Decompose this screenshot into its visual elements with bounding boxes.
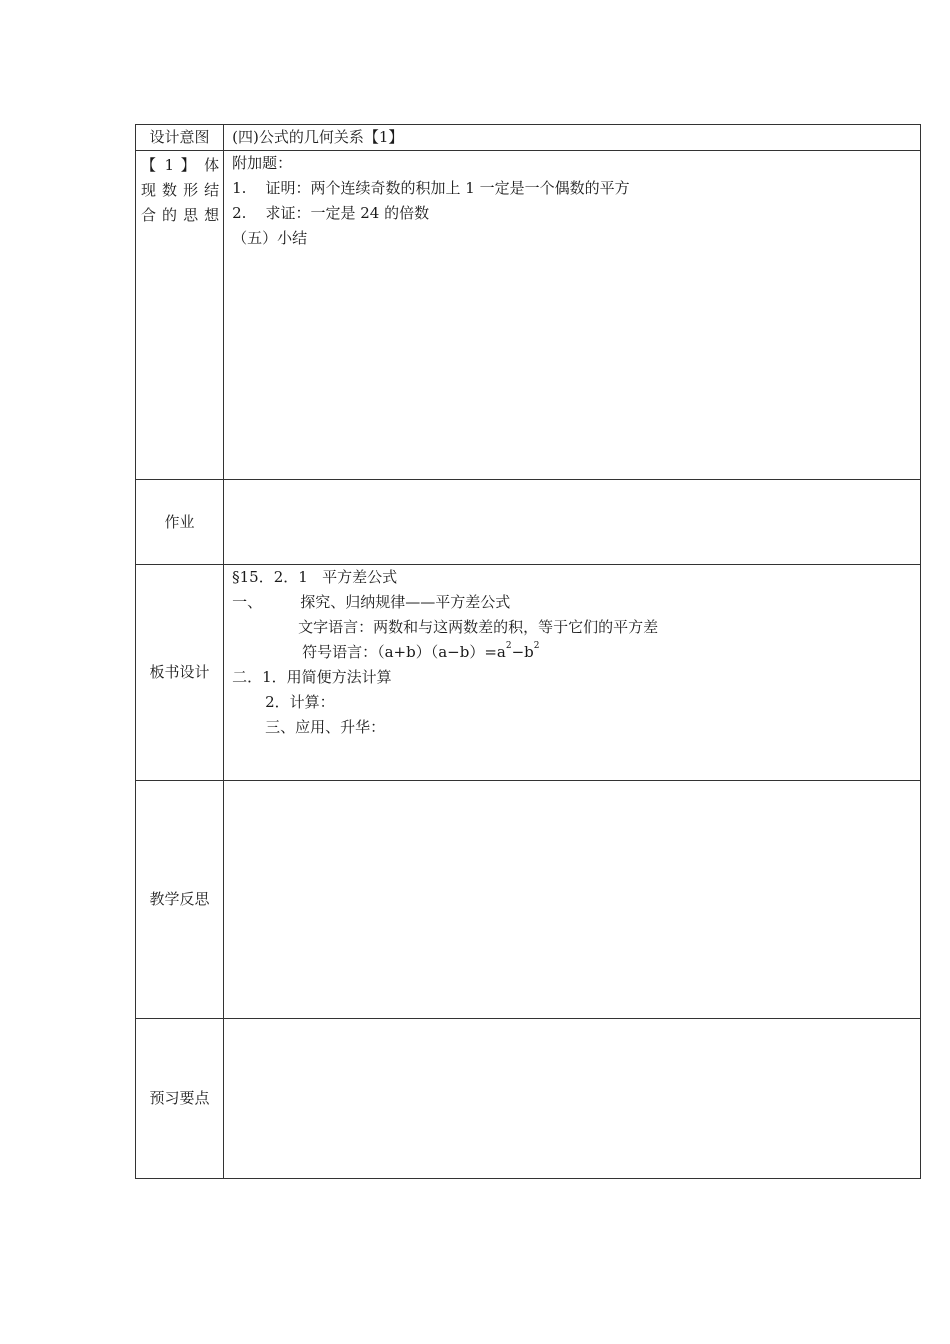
content-cell	[224, 151, 921, 480]
content-row	[136, 151, 921, 480]
homework-label: 作业	[136, 480, 224, 565]
appendix-title: 附加题：	[232, 154, 293, 172]
formula-mid: −b	[511, 643, 534, 661]
header-row	[136, 125, 921, 151]
reflection-cell	[224, 781, 921, 1019]
design-intent-header: 设计意图	[136, 125, 224, 151]
intent-line-1: 【 1 】 体	[141, 156, 220, 174]
section-title-text: (四)公式的几何关系【1】	[232, 128, 404, 146]
preview-row	[136, 1019, 921, 1179]
intent-line-2: 现数形结	[141, 181, 220, 199]
board-line-simple-method: 二．1．用简便方法计算	[232, 668, 392, 686]
board-line-title: §15．2．1 平方差公式	[232, 568, 398, 586]
board-line-explore: 一、 探究、归纳规律——平方差公式	[232, 593, 511, 611]
design-intent-note	[136, 151, 223, 228]
board-line-text-language: 文字语言：两数和与这两数差的积，等于它们的平方差	[298, 618, 659, 636]
appendix-item-2: 2. 求证：一定是 24 的倍数	[232, 204, 430, 222]
summary-heading: （五）小结	[232, 229, 308, 247]
homework-row	[136, 480, 921, 565]
formula-prefix: 符号语言：（a+b）（a−b）=a	[302, 643, 506, 661]
board-line-compute: 2．计算：	[265, 693, 335, 711]
board-design-row	[136, 565, 921, 781]
homework-cell	[224, 480, 921, 565]
reflection-label: 教学反思	[136, 781, 224, 1019]
formula-sup-1: 2	[505, 641, 512, 651]
board-design-cell	[224, 565, 921, 781]
board-line-symbol-language	[232, 640, 920, 665]
appendix-item-1: 1. 证明：两个连续奇数的积加上 1 一定是一个偶数的平方	[232, 179, 630, 197]
board-design-label: 板书设计	[136, 565, 224, 781]
design-intent-cell	[136, 151, 224, 480]
preview-label: 预习要点	[136, 1019, 224, 1179]
reflection-row	[136, 781, 921, 1019]
lesson-plan-table	[135, 124, 921, 1179]
formula-sup-2: 2	[533, 641, 540, 651]
intent-line-3: 合的思想	[141, 206, 220, 224]
section-title	[224, 125, 921, 151]
board-line-apply: 三、应用、升华：	[265, 718, 386, 736]
preview-cell	[224, 1019, 921, 1179]
